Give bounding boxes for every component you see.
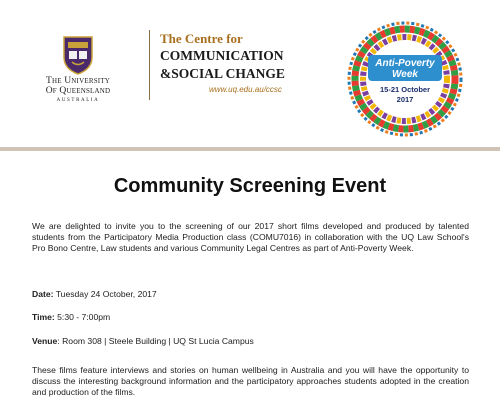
poster-dates: 15-21 October xyxy=(379,85,431,94)
time-label: Time: xyxy=(32,312,55,322)
time-row xyxy=(32,312,110,322)
date-label: Date: xyxy=(32,289,54,299)
venue-row xyxy=(32,336,254,346)
centre-name-line1: The Centre for xyxy=(160,31,243,46)
venue-label: Venue xyxy=(32,336,58,346)
page-title: Community Screening Event xyxy=(113,175,387,197)
venue-value: : Room 308 | Steele Building | UQ St Lucia Campus xyxy=(57,336,254,346)
date-value: Tuesday 24 October, 2017 xyxy=(55,289,157,299)
uq-crest-icon xyxy=(62,35,94,75)
uq-wordmark xyxy=(30,76,126,96)
intro-paragraph: We are delighted to invite you to the screening of our 2017 short films developed and produced by talented students from the Participatory Media Production class (COMU7016) in collaboration with the UQ Law School's Pro Bono Centre, Law students and various Community Legal Centres as part of Anti-Poverty Week. xyxy=(32,221,469,253)
uq-name-line1: The University xyxy=(45,76,111,86)
header-band xyxy=(0,147,500,151)
header-divider xyxy=(149,30,150,100)
letterhead-header xyxy=(0,0,500,146)
uq-country: AUSTRALIA xyxy=(56,98,100,103)
date-row xyxy=(32,289,157,299)
centre-url-link[interactable]: www.uq.edu.au/ccsc xyxy=(209,85,282,94)
poster-title-line1: Anti-Poverty xyxy=(375,58,435,69)
closing-paragraph: These films feature interviews and stories on human wellbeing in Australia and you will have the opportunity to discuss the interesting background information and the participatory approaches students adopted in the creation and production of the films. xyxy=(32,365,469,397)
centre-name-line3: &SOCIAL CHANGE xyxy=(160,66,285,81)
poster-title-line2: Week xyxy=(392,69,418,80)
time-value: 5:30 - 7:00pm xyxy=(57,312,111,322)
anti-poverty-week-logo xyxy=(346,18,464,140)
poster-year: 2017 xyxy=(396,95,414,104)
uq-name-line2: Of Queensland xyxy=(45,86,111,96)
centre-name-line2: COMMUNICATION xyxy=(160,48,284,63)
